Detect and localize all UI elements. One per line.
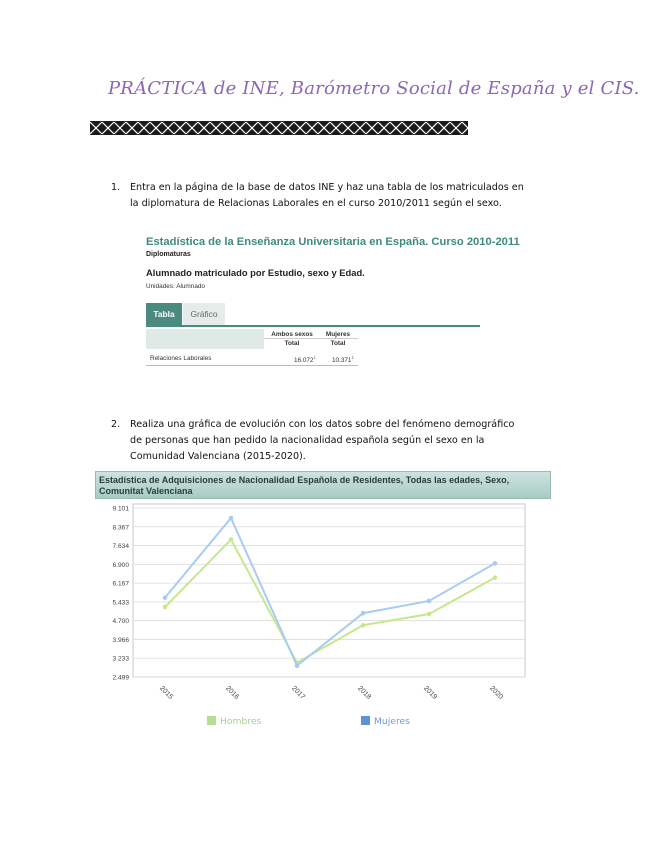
data-point-hombres — [427, 612, 432, 617]
subheader-total: Total — [330, 340, 346, 347]
y-tick-label: 6.167 — [112, 580, 129, 588]
y-tick-label: 8.367 — [112, 524, 129, 532]
column-header-ambos-sexos: Ambos sexos — [271, 331, 313, 338]
cell-mujeres — [320, 355, 354, 364]
x-tick-label: 2015 — [158, 684, 175, 701]
question-number: 1. — [111, 182, 121, 193]
header-divider — [264, 338, 358, 339]
ine-subtitle: Diplomaturas — [146, 251, 191, 258]
data-point-hombres — [493, 575, 498, 580]
x-tick-label: 2019 — [422, 684, 439, 701]
subheader-total: Total — [284, 340, 300, 347]
y-tick-label: 7.634 — [112, 543, 129, 551]
y-tick-label: 2.499 — [112, 674, 129, 682]
data-point-mujeres — [295, 663, 300, 668]
legend-swatch-mujeres — [361, 716, 370, 725]
row-label: Relaciones Laborales — [150, 355, 212, 362]
legend-item-hombres — [207, 716, 261, 727]
ine-title: Estadística de la Enseñanza Universitaria en España. Curso 2010-2011 — [146, 236, 520, 248]
legend-label-mujeres: Mujeres — [374, 716, 410, 727]
question-number: 2. — [111, 419, 121, 430]
line-chart — [95, 471, 551, 726]
y-tick-label: 5.433 — [112, 599, 129, 607]
y-tick-label: 3.966 — [112, 636, 129, 644]
x-tick-label: 2016 — [224, 684, 241, 701]
decorative-cross-pattern-bar — [90, 121, 468, 135]
data-point-mujeres — [493, 561, 498, 566]
y-tick-label: 6.900 — [112, 561, 129, 569]
ine-tabs — [146, 303, 480, 327]
table-header-blank — [146, 329, 264, 349]
legend-swatch-hombres — [207, 716, 216, 725]
chart-plot — [95, 501, 551, 711]
data-point-mujeres — [163, 595, 168, 600]
x-tick-label: 2017 — [290, 684, 307, 701]
ine-table-screenshot — [146, 236, 520, 370]
data-point-hombres — [229, 537, 234, 542]
y-tick-label: 3.233 — [112, 655, 129, 663]
ine-units: Unidades: Alumnado — [146, 283, 205, 290]
column-header-mujeres: Mujeres — [325, 331, 351, 338]
data-point-mujeres — [427, 599, 432, 604]
data-point-mujeres — [229, 516, 234, 521]
plot-area — [133, 504, 525, 677]
x-tick-label: 2018 — [356, 684, 373, 701]
cell-value: 16.072 — [293, 357, 314, 365]
question-text: Realiza una gráfica de evolución con los datos sobre del fenómeno demográfico de personas que han pedido la nacionalidad española según el sexo en la Comunidad Valenciana (2015-2020). — [130, 419, 515, 462]
ine-heading: Alumnado matriculado por Estudio, sexo y Edad. — [146, 267, 365, 278]
data-point-hombres — [361, 623, 366, 628]
y-tick-label: 9.101 — [112, 505, 129, 513]
chart-title: Estadística de Adquisiciones de Nacionalidad Española de Residentes, Todas las edades, Sexo, Comunitat Valenciana — [95, 471, 551, 499]
x-tick-label: 2020 — [488, 684, 505, 701]
legend-item-mujeres — [361, 716, 410, 727]
question-text: Entra en la página de la base de datos INE y haz una tabla de los matriculados en la diplomatura de Relacionas Laborales en el curso 2010/2011 según el sexo. — [130, 182, 524, 209]
tab-grafico[interactable]: Gráfico — [183, 303, 225, 325]
data-point-hombres — [163, 605, 168, 610]
tab-tabla[interactable]: Tabla — [146, 303, 182, 325]
footnote-mark: 1 — [351, 355, 354, 360]
cell-ambos-sexos — [266, 355, 316, 364]
cell-value: 10.371 — [331, 357, 352, 365]
table-bottom-line — [146, 365, 358, 366]
legend-label-hombres: Hombres — [220, 716, 262, 727]
footnote-mark: 1 — [313, 355, 316, 360]
data-point-mujeres — [361, 611, 366, 616]
page-title: PRÁCTICA de INE, Barómetro Social de España y el CIS. — [108, 78, 640, 99]
y-tick-label: 4.700 — [112, 618, 129, 626]
